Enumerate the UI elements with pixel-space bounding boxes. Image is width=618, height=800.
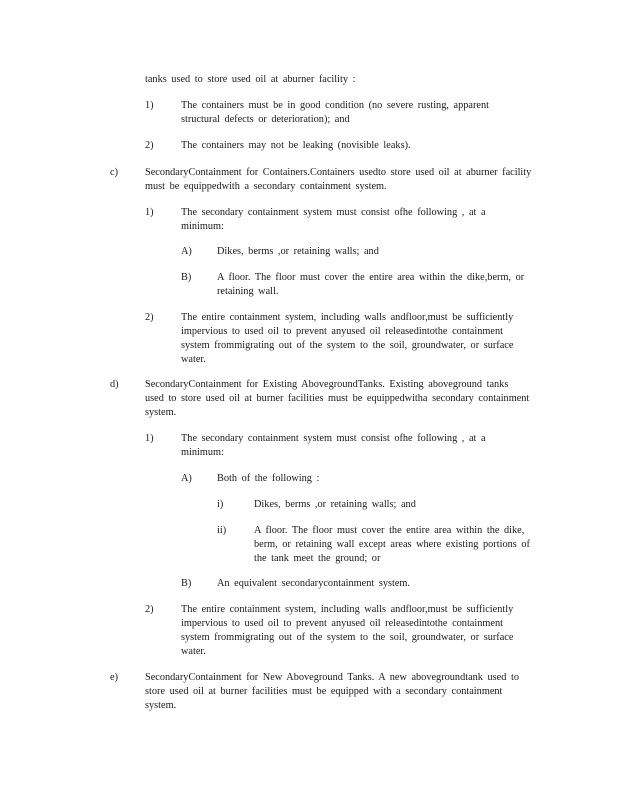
list-label: i) (217, 499, 224, 510)
list-item-text: Dikes, berms ,or retaining walls; and (254, 499, 416, 510)
list-item-text: Dikes, berms ,or retaining walls; and (217, 246, 379, 257)
section-c-text: SecondaryContainment for Containers.Containers usedto store used oil at aburner facility must be equippedwith a secondary containment system. (145, 167, 532, 192)
list-item-text: An equivalent secondarycontainment system. (217, 578, 411, 589)
list-label: 1) (145, 207, 154, 218)
list-label: B) (181, 272, 192, 283)
list-item-text: The secondary containment system must consist ofhe following , at a minimum: (181, 433, 486, 458)
list-label: 2) (145, 140, 154, 151)
section-d-text: SecondaryContainment for Existing AbovegroundTanks. Existing aboveground tanks used to store used oil at burner facilities must be equippedwitha secondary containment system. (145, 379, 530, 418)
list-label: A) (181, 246, 192, 257)
section-label: c) (110, 167, 118, 178)
list-item-text: The entire containment system, including walls andfloor,must be sufficiently impervious to used oil to prevent anyused oil releasedintothe containment system frommigrating out of the system to the soil, groundwater, or surface water. (181, 604, 514, 657)
list-item-text: A floor. The floor must cover the entire area within the dike, berm, or retaining wall except areas where existing portions of the tank meet the ground; or (254, 525, 530, 564)
list-label: 2) (145, 312, 154, 323)
section-label: d) (110, 379, 119, 390)
list-label: A) (181, 473, 192, 484)
list-label: 1) (145, 433, 154, 444)
list-item-text: A floor. The floor must cover the entire area within the dike,berm, or retaining wall. (217, 272, 525, 297)
list-item-text: The secondary containment system must consist ofhe following , at a minimum: (181, 207, 486, 232)
intro-text: tanks used to store used oil at aburner facility : (145, 74, 356, 85)
list-item-text: The containers may not be leaking (novisible leaks). (181, 140, 411, 151)
list-item-text: The entire containment system, including walls andfloor,must be sufficiently impervious to used oil to prevent anyused oil releasedintothe containment system frommigrating out of the system to the soil, groundwater, or surface water. (181, 312, 514, 365)
section-label: e) (110, 672, 118, 683)
list-item-text: The containers must be in good condition (no severe rusting, apparent structural defects or deterioration); and (181, 100, 489, 125)
list-label: 1) (145, 100, 154, 111)
list-item-text: Both of the following : (217, 473, 320, 484)
list-label: ii) (217, 525, 227, 536)
list-label: 2) (145, 604, 154, 615)
list-label: B) (181, 578, 192, 589)
section-e-text: SecondaryContainment for New Aboveground Tanks. A new abovegroundtank used to store used oil at burner facilities must be equipped with a secondary containment system. (145, 672, 519, 711)
